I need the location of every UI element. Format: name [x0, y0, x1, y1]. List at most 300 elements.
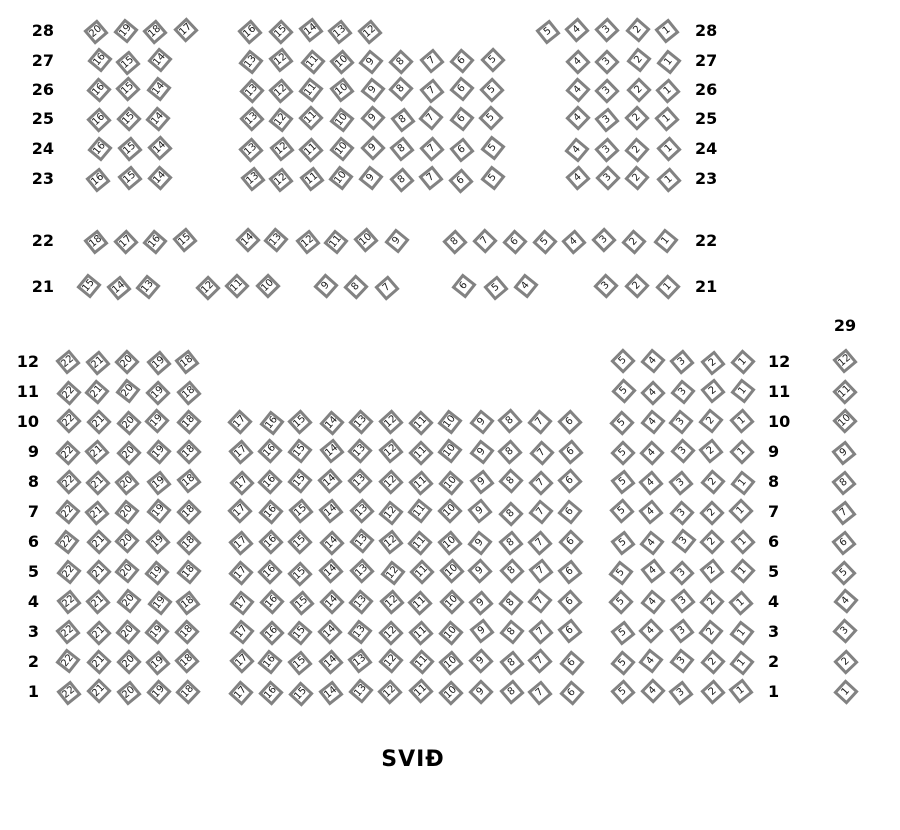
seat[interactable]: [640, 678, 665, 703]
seat[interactable]: [257, 470, 282, 495]
seat[interactable]: [591, 228, 616, 253]
seat[interactable]: [268, 107, 293, 132]
seat[interactable]: [56, 469, 81, 494]
seat[interactable]: [449, 168, 474, 193]
seat[interactable]: [87, 108, 112, 133]
seat[interactable]: [610, 530, 635, 555]
seat[interactable]: [288, 468, 313, 493]
seat[interactable]: [87, 77, 112, 102]
seat[interactable]: [238, 137, 263, 162]
seat[interactable]: [528, 558, 553, 583]
seat[interactable]: [320, 530, 345, 555]
seat[interactable]: [106, 275, 131, 300]
seat[interactable]: [565, 165, 590, 190]
seat[interactable]: [669, 560, 694, 585]
seat[interactable]: [469, 648, 494, 673]
seat[interactable]: [419, 136, 444, 161]
seat[interactable]: [379, 648, 404, 673]
seat[interactable]: [318, 620, 343, 645]
seat[interactable]: [56, 380, 81, 405]
seat[interactable]: [228, 561, 253, 586]
seat[interactable]: [655, 19, 680, 44]
seat[interactable]: [557, 468, 582, 493]
seat[interactable]: [594, 78, 619, 103]
seat[interactable]: [468, 498, 493, 523]
seat[interactable]: [497, 408, 522, 433]
seat[interactable]: [56, 559, 81, 584]
seat[interactable]: [503, 229, 528, 254]
seat[interactable]: [480, 77, 505, 102]
seat[interactable]: [728, 498, 753, 523]
seat[interactable]: [377, 679, 402, 704]
seat[interactable]: [700, 378, 725, 403]
seat[interactable]: [498, 590, 523, 615]
seat[interactable]: [535, 19, 560, 44]
seat[interactable]: [86, 679, 111, 704]
seat[interactable]: [831, 530, 856, 555]
seat[interactable]: [833, 408, 858, 433]
seat[interactable]: [669, 648, 694, 673]
seat[interactable]: [698, 438, 723, 463]
seat[interactable]: [594, 18, 619, 43]
seat[interactable]: [527, 409, 552, 434]
seat[interactable]: [287, 409, 312, 434]
seat[interactable]: [833, 588, 858, 613]
seat[interactable]: [565, 137, 590, 162]
seat[interactable]: [360, 106, 385, 131]
seat[interactable]: [230, 590, 255, 615]
seat[interactable]: [418, 165, 443, 190]
seat[interactable]: [409, 649, 434, 674]
seat[interactable]: [559, 650, 584, 675]
seat[interactable]: [56, 499, 81, 524]
seat[interactable]: [611, 650, 636, 675]
seat[interactable]: [195, 275, 220, 300]
seat[interactable]: [329, 77, 354, 102]
seat[interactable]: [469, 470, 494, 495]
seat[interactable]: [116, 410, 141, 435]
seat[interactable]: [438, 470, 463, 495]
seat[interactable]: [557, 589, 582, 614]
seat[interactable]: [87, 136, 112, 161]
seat[interactable]: [655, 275, 680, 300]
seat[interactable]: [299, 167, 324, 192]
seat[interactable]: [640, 348, 665, 373]
seat[interactable]: [409, 470, 434, 495]
seat[interactable]: [730, 470, 755, 495]
seat[interactable]: [289, 681, 314, 706]
seat[interactable]: [419, 48, 444, 73]
seat[interactable]: [300, 49, 325, 74]
seat[interactable]: [317, 468, 342, 493]
seat[interactable]: [86, 167, 111, 192]
seat[interactable]: [175, 591, 200, 616]
seat[interactable]: [657, 168, 682, 193]
seat[interactable]: [671, 528, 696, 553]
seat[interactable]: [700, 679, 725, 704]
seat[interactable]: [379, 589, 404, 614]
seat[interactable]: [238, 19, 263, 44]
seat[interactable]: [608, 561, 633, 586]
seat[interactable]: [558, 559, 583, 584]
seat[interactable]: [288, 498, 313, 523]
seat[interactable]: [176, 468, 201, 493]
seat[interactable]: [699, 619, 724, 644]
seat[interactable]: [239, 106, 264, 131]
seat[interactable]: [86, 409, 111, 434]
seat[interactable]: [558, 440, 583, 465]
seat[interactable]: [499, 619, 524, 644]
seat[interactable]: [639, 440, 664, 465]
seat[interactable]: [290, 590, 315, 615]
seat[interactable]: [500, 559, 525, 584]
seat[interactable]: [260, 621, 285, 646]
seat[interactable]: [730, 409, 755, 434]
seat[interactable]: [656, 49, 681, 74]
seat[interactable]: [528, 471, 553, 496]
seat[interactable]: [287, 620, 312, 645]
seat[interactable]: [656, 136, 681, 161]
seat[interactable]: [469, 590, 494, 615]
seat[interactable]: [609, 411, 634, 436]
seat[interactable]: [639, 470, 664, 495]
seat[interactable]: [175, 648, 200, 673]
seat[interactable]: [379, 530, 404, 555]
seat[interactable]: [55, 620, 80, 645]
seat[interactable]: [560, 680, 585, 705]
seat[interactable]: [654, 106, 679, 131]
seat[interactable]: [329, 49, 354, 74]
seat[interactable]: [116, 680, 141, 705]
seat[interactable]: [319, 438, 344, 463]
seat[interactable]: [174, 619, 199, 644]
seat[interactable]: [84, 439, 109, 464]
seat[interactable]: [115, 76, 140, 101]
seat[interactable]: [269, 79, 294, 104]
seat[interactable]: [359, 49, 384, 74]
seat[interactable]: [287, 530, 312, 555]
seat[interactable]: [610, 498, 635, 523]
seat[interactable]: [318, 559, 343, 584]
seat[interactable]: [298, 105, 323, 130]
seat[interactable]: [235, 227, 260, 252]
seat[interactable]: [347, 468, 372, 493]
seat[interactable]: [347, 438, 372, 463]
seat[interactable]: [57, 408, 82, 433]
seat[interactable]: [358, 20, 383, 45]
seat[interactable]: [380, 560, 405, 585]
seat[interactable]: [238, 49, 263, 74]
seat[interactable]: [146, 679, 171, 704]
seat[interactable]: [832, 379, 857, 404]
seat[interactable]: [625, 273, 650, 298]
seat[interactable]: [437, 499, 462, 524]
seat[interactable]: [669, 350, 694, 375]
seat[interactable]: [558, 529, 583, 554]
seat[interactable]: [670, 379, 695, 404]
seat[interactable]: [263, 227, 288, 252]
seat[interactable]: [409, 560, 434, 585]
seat[interactable]: [228, 439, 253, 464]
seat[interactable]: [480, 47, 505, 72]
seat[interactable]: [86, 529, 111, 554]
seat[interactable]: [86, 620, 111, 645]
seat[interactable]: [832, 349, 857, 374]
seat[interactable]: [378, 500, 403, 525]
seat[interactable]: [671, 588, 696, 613]
seat[interactable]: [114, 558, 139, 583]
seat[interactable]: [730, 349, 755, 374]
seat[interactable]: [565, 105, 590, 130]
seat[interactable]: [699, 500, 724, 525]
seat[interactable]: [268, 19, 293, 44]
seat[interactable]: [729, 439, 754, 464]
seat[interactable]: [832, 470, 857, 495]
seat[interactable]: [625, 138, 650, 163]
seat[interactable]: [500, 650, 525, 675]
seat[interactable]: [84, 379, 109, 404]
seat[interactable]: [668, 410, 693, 435]
seat[interactable]: [529, 500, 554, 525]
seat[interactable]: [641, 409, 666, 434]
seat[interactable]: [451, 274, 476, 299]
seat[interactable]: [449, 138, 474, 163]
seat[interactable]: [288, 650, 313, 675]
seat[interactable]: [77, 273, 102, 298]
seat[interactable]: [624, 165, 649, 190]
seat[interactable]: [144, 408, 169, 433]
seat[interactable]: [176, 381, 201, 406]
seat[interactable]: [86, 650, 111, 675]
seat[interactable]: [343, 275, 368, 300]
seat[interactable]: [361, 136, 386, 161]
seat[interactable]: [145, 106, 170, 131]
seat[interactable]: [56, 648, 81, 673]
seat[interactable]: [378, 439, 403, 464]
seat[interactable]: [176, 439, 201, 464]
seat[interactable]: [527, 530, 552, 555]
seat[interactable]: [257, 649, 282, 674]
seat[interactable]: [145, 529, 170, 554]
seat[interactable]: [117, 137, 142, 162]
seat[interactable]: [670, 438, 695, 463]
seat[interactable]: [258, 560, 283, 585]
seat[interactable]: [114, 528, 139, 553]
seat[interactable]: [116, 588, 141, 613]
seat[interactable]: [469, 618, 494, 643]
seat[interactable]: [347, 648, 372, 673]
seat[interactable]: [136, 274, 161, 299]
seat[interactable]: [384, 228, 409, 253]
seat[interactable]: [731, 379, 756, 404]
seat[interactable]: [595, 165, 620, 190]
seat[interactable]: [298, 137, 323, 162]
seat[interactable]: [268, 47, 293, 72]
seat[interactable]: [831, 561, 856, 586]
seat[interactable]: [498, 531, 523, 556]
seat[interactable]: [148, 135, 173, 160]
seat[interactable]: [240, 166, 265, 191]
seat[interactable]: [442, 229, 467, 254]
seat[interactable]: [469, 409, 494, 434]
seat[interactable]: [626, 48, 651, 73]
seat[interactable]: [408, 678, 433, 703]
seat[interactable]: [84, 500, 109, 525]
seat[interactable]: [146, 650, 171, 675]
seat[interactable]: [144, 619, 169, 644]
seat[interactable]: [532, 229, 557, 254]
seat[interactable]: [55, 440, 80, 465]
seat[interactable]: [472, 229, 497, 254]
seat[interactable]: [287, 561, 312, 586]
seat[interactable]: [640, 380, 665, 405]
seat[interactable]: [146, 471, 171, 496]
seat[interactable]: [299, 78, 324, 103]
seat[interactable]: [229, 470, 254, 495]
seat[interactable]: [319, 590, 344, 615]
seat[interactable]: [228, 530, 253, 555]
seat[interactable]: [832, 500, 857, 525]
seat[interactable]: [498, 439, 523, 464]
seat[interactable]: [449, 48, 474, 73]
seat[interactable]: [114, 471, 139, 496]
seat[interactable]: [175, 679, 200, 704]
seat[interactable]: [566, 77, 591, 102]
seat[interactable]: [611, 378, 636, 403]
seat[interactable]: [669, 680, 694, 705]
seat[interactable]: [513, 273, 538, 298]
seat[interactable]: [440, 558, 465, 583]
seat[interactable]: [255, 273, 280, 298]
seat[interactable]: [449, 106, 474, 131]
seat[interactable]: [419, 79, 444, 104]
seat[interactable]: [56, 590, 81, 615]
seat[interactable]: [418, 106, 443, 131]
seat[interactable]: [295, 229, 320, 254]
seat[interactable]: [172, 227, 197, 252]
seat[interactable]: [611, 470, 636, 495]
seat[interactable]: [595, 107, 620, 132]
seat[interactable]: [116, 440, 141, 465]
seat[interactable]: [115, 619, 140, 644]
seat[interactable]: [268, 167, 293, 192]
seat[interactable]: [313, 273, 338, 298]
seat[interactable]: [669, 619, 694, 644]
seat[interactable]: [408, 410, 433, 435]
seat[interactable]: [55, 349, 80, 374]
seat[interactable]: [729, 650, 754, 675]
seat[interactable]: [287, 438, 312, 463]
seat[interactable]: [259, 589, 284, 614]
seat[interactable]: [327, 19, 352, 44]
seat[interactable]: [480, 135, 505, 160]
seat[interactable]: [408, 440, 433, 465]
seat[interactable]: [147, 47, 172, 72]
seat[interactable]: [115, 500, 140, 525]
seat[interactable]: [349, 498, 374, 523]
seat[interactable]: [438, 620, 463, 645]
seat[interactable]: [259, 411, 284, 436]
seat[interactable]: [831, 440, 856, 465]
seat[interactable]: [621, 229, 646, 254]
seat[interactable]: [699, 559, 724, 584]
seat[interactable]: [700, 469, 725, 494]
seat[interactable]: [114, 349, 139, 374]
seat[interactable]: [176, 559, 201, 584]
seat[interactable]: [388, 76, 413, 101]
seat[interactable]: [330, 136, 355, 161]
seat[interactable]: [56, 680, 81, 705]
seat[interactable]: [147, 76, 172, 101]
seat[interactable]: [348, 589, 373, 614]
seat[interactable]: [228, 680, 253, 705]
seat[interactable]: [624, 105, 649, 130]
seat[interactable]: [354, 227, 379, 252]
seat[interactable]: [270, 137, 295, 162]
seat[interactable]: [347, 620, 372, 645]
seat[interactable]: [611, 620, 636, 645]
seat[interactable]: [561, 230, 586, 255]
seat[interactable]: [350, 558, 375, 583]
seat[interactable]: [229, 648, 254, 673]
seat[interactable]: [480, 165, 505, 190]
seat[interactable]: [499, 468, 524, 493]
seat[interactable]: [608, 589, 633, 614]
seat[interactable]: [379, 620, 404, 645]
seat[interactable]: [557, 499, 582, 524]
seat[interactable]: [700, 529, 725, 554]
seat[interactable]: [407, 530, 432, 555]
seat[interactable]: [83, 229, 108, 254]
seat[interactable]: [627, 77, 652, 102]
seat[interactable]: [437, 531, 462, 556]
seat[interactable]: [228, 409, 253, 434]
seat[interactable]: [174, 17, 199, 42]
seat[interactable]: [700, 350, 725, 375]
seat[interactable]: [498, 501, 523, 526]
seat[interactable]: [467, 530, 492, 555]
seat[interactable]: [640, 590, 665, 615]
seat[interactable]: [359, 165, 384, 190]
seat[interactable]: [257, 439, 282, 464]
seat[interactable]: [85, 350, 110, 375]
seat[interactable]: [730, 621, 755, 646]
seat[interactable]: [565, 49, 590, 74]
seat[interactable]: [374, 275, 399, 300]
seat[interactable]: [319, 649, 344, 674]
seat[interactable]: [483, 275, 508, 300]
seat[interactable]: [564, 18, 589, 43]
seat[interactable]: [388, 50, 413, 75]
seat[interactable]: [329, 108, 354, 133]
seat[interactable]: [360, 78, 385, 103]
seat[interactable]: [527, 680, 552, 705]
seat[interactable]: [323, 229, 348, 254]
seat[interactable]: [626, 17, 651, 42]
seat[interactable]: [258, 681, 283, 706]
seat[interactable]: [83, 19, 108, 44]
seat[interactable]: [143, 229, 168, 254]
seat[interactable]: [529, 619, 554, 644]
seat[interactable]: [318, 680, 343, 705]
seat[interactable]: [640, 530, 665, 555]
seat[interactable]: [348, 678, 373, 703]
seat[interactable]: [147, 590, 172, 615]
seat[interactable]: [390, 136, 415, 161]
seat[interactable]: [117, 165, 142, 190]
seat[interactable]: [143, 19, 168, 44]
seat[interactable]: [668, 470, 693, 495]
